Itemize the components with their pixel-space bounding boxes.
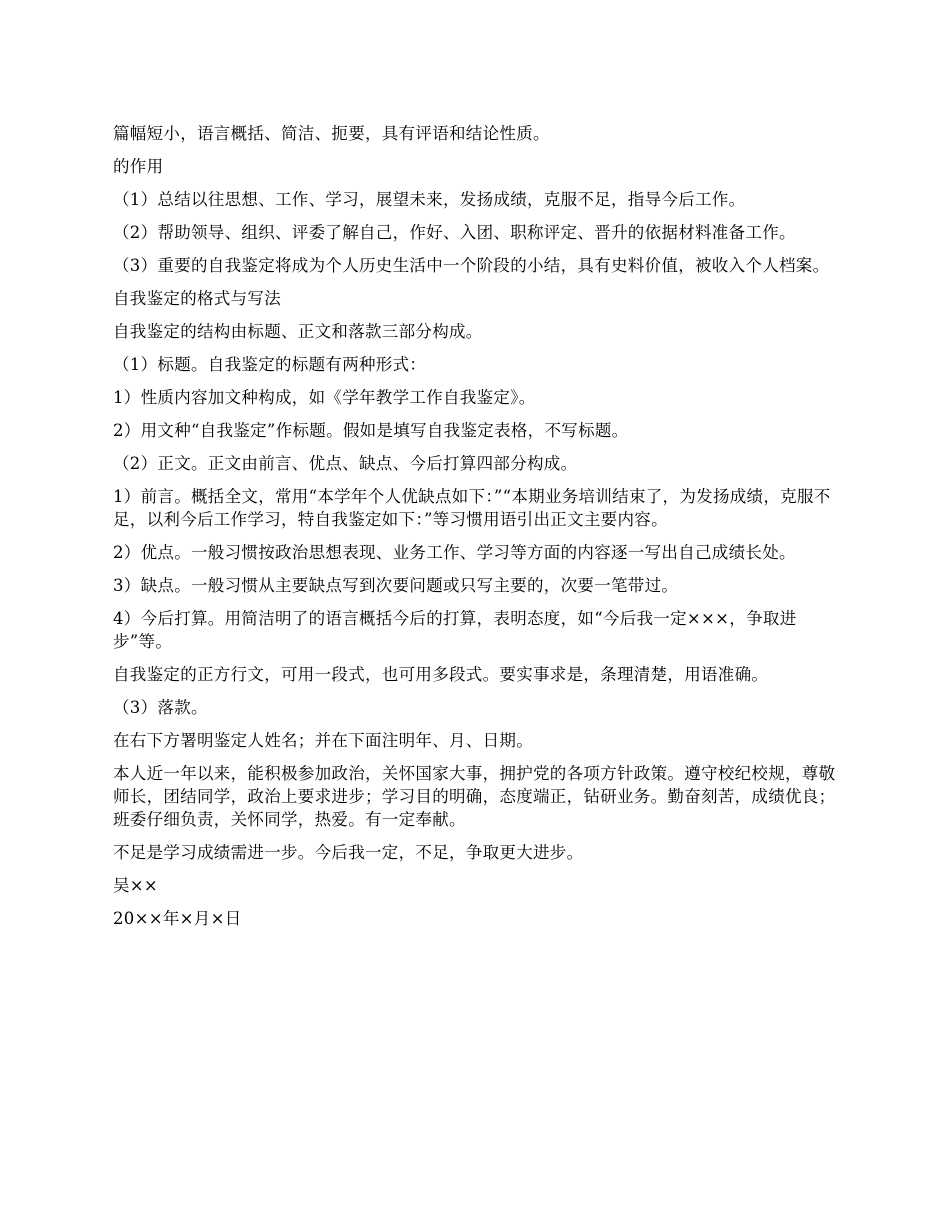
paragraph-body-plans: 4）今后打算。用简洁明了的语言概括今后的打算，表明态度，如“今后我一定×××，争取进步”等。 [113, 609, 797, 651]
paragraph-function-2: （2）帮助领导、组织、评委了解自己，作好、入团、职称评定、晋升的依据材料准备工作。 [113, 223, 796, 242]
paragraph-sample-improvement: 不足是学习成绩需进一步。今后我一定，不足，争取更大进步。 [113, 843, 584, 862]
paragraph-title-form-1: 1）性质内容加文种构成，如《学年教学工作自我鉴定》。 [113, 388, 536, 407]
paragraph-body-weaknesses: 3）缺点。一般习惯从主要缺点写到次要问题或只写主要的，次要一笔带过。 [113, 576, 679, 595]
paragraph-signature-section: （3）落款。 [113, 698, 208, 717]
paragraph-signature-instructions: 在右下方署明鉴定人姓名；并在下面注明年、月、日期。 [113, 731, 533, 750]
paragraph-title-section: （1）标题。自我鉴定的标题有两种形式： [113, 355, 427, 374]
paragraph-body-section: （2）正文。正文由前言、优点、缺点、今后打算四部分构成。 [113, 454, 578, 473]
paragraph-body-style: 自我鉴定的正方行文，可用一段式，也可用多段式。要实事求是，条理清楚，用语准确。 [113, 665, 769, 684]
paragraph-heading-function: 的作用 [113, 157, 164, 176]
paragraph-structure: 自我鉴定的结构由标题、正文和落款三部分构成。 [113, 322, 483, 341]
paragraph-title-form-2: 2）用文种“自我鉴定”作标题。假如是填写自我鉴定表格，不写标题。 [113, 421, 629, 440]
paragraph-body-strengths: 2）优点。一般习惯按政治思想表现、业务工作、学习等方面的内容逐一写出自己成绩长处。 [113, 543, 796, 562]
paragraph-sample-body: 本人近一年以来，能积极参加政治，关怀国家大事，拥护党的各项方针政策。遵守校纪校规，尊敬师长，团结同学，政治上要求进步；学习目的明确，态度端正，钻研业务。勤奋刻苦，成绩优良；班委仔细负责，关怀同学，热爱。有一定奉献。 [113, 764, 836, 829]
signature-date: 20××年×月×日 [113, 909, 242, 928]
signature-name: 吴×× [113, 876, 159, 895]
paragraph-body-preface: 1）前言。概括全文，常用“本学年个人优缺点如下：”“本期业务培训结束了，为发扬成绩，克服不足，以利今后工作学习，特自我鉴定如下：”等习惯用语引出正文主要内容。 [113, 487, 831, 529]
paragraph-summary-nature: 篇幅短小，语言概括、简洁、扼要，具有评语和结论性质。 [113, 124, 550, 143]
document-body [113, 122, 843, 940]
paragraph-function-1: （1）总结以往思想、工作、学习，展望未来，发扬成绩，克服不足，指导今后工作。 [113, 190, 746, 209]
paragraph-heading-format: 自我鉴定的格式与写法 [113, 289, 281, 308]
paragraph-function-3: （3）重要的自我鉴定将成为个人历史生活中一个阶段的小结，具有史料价值，被收入个人档案。 [113, 256, 830, 275]
